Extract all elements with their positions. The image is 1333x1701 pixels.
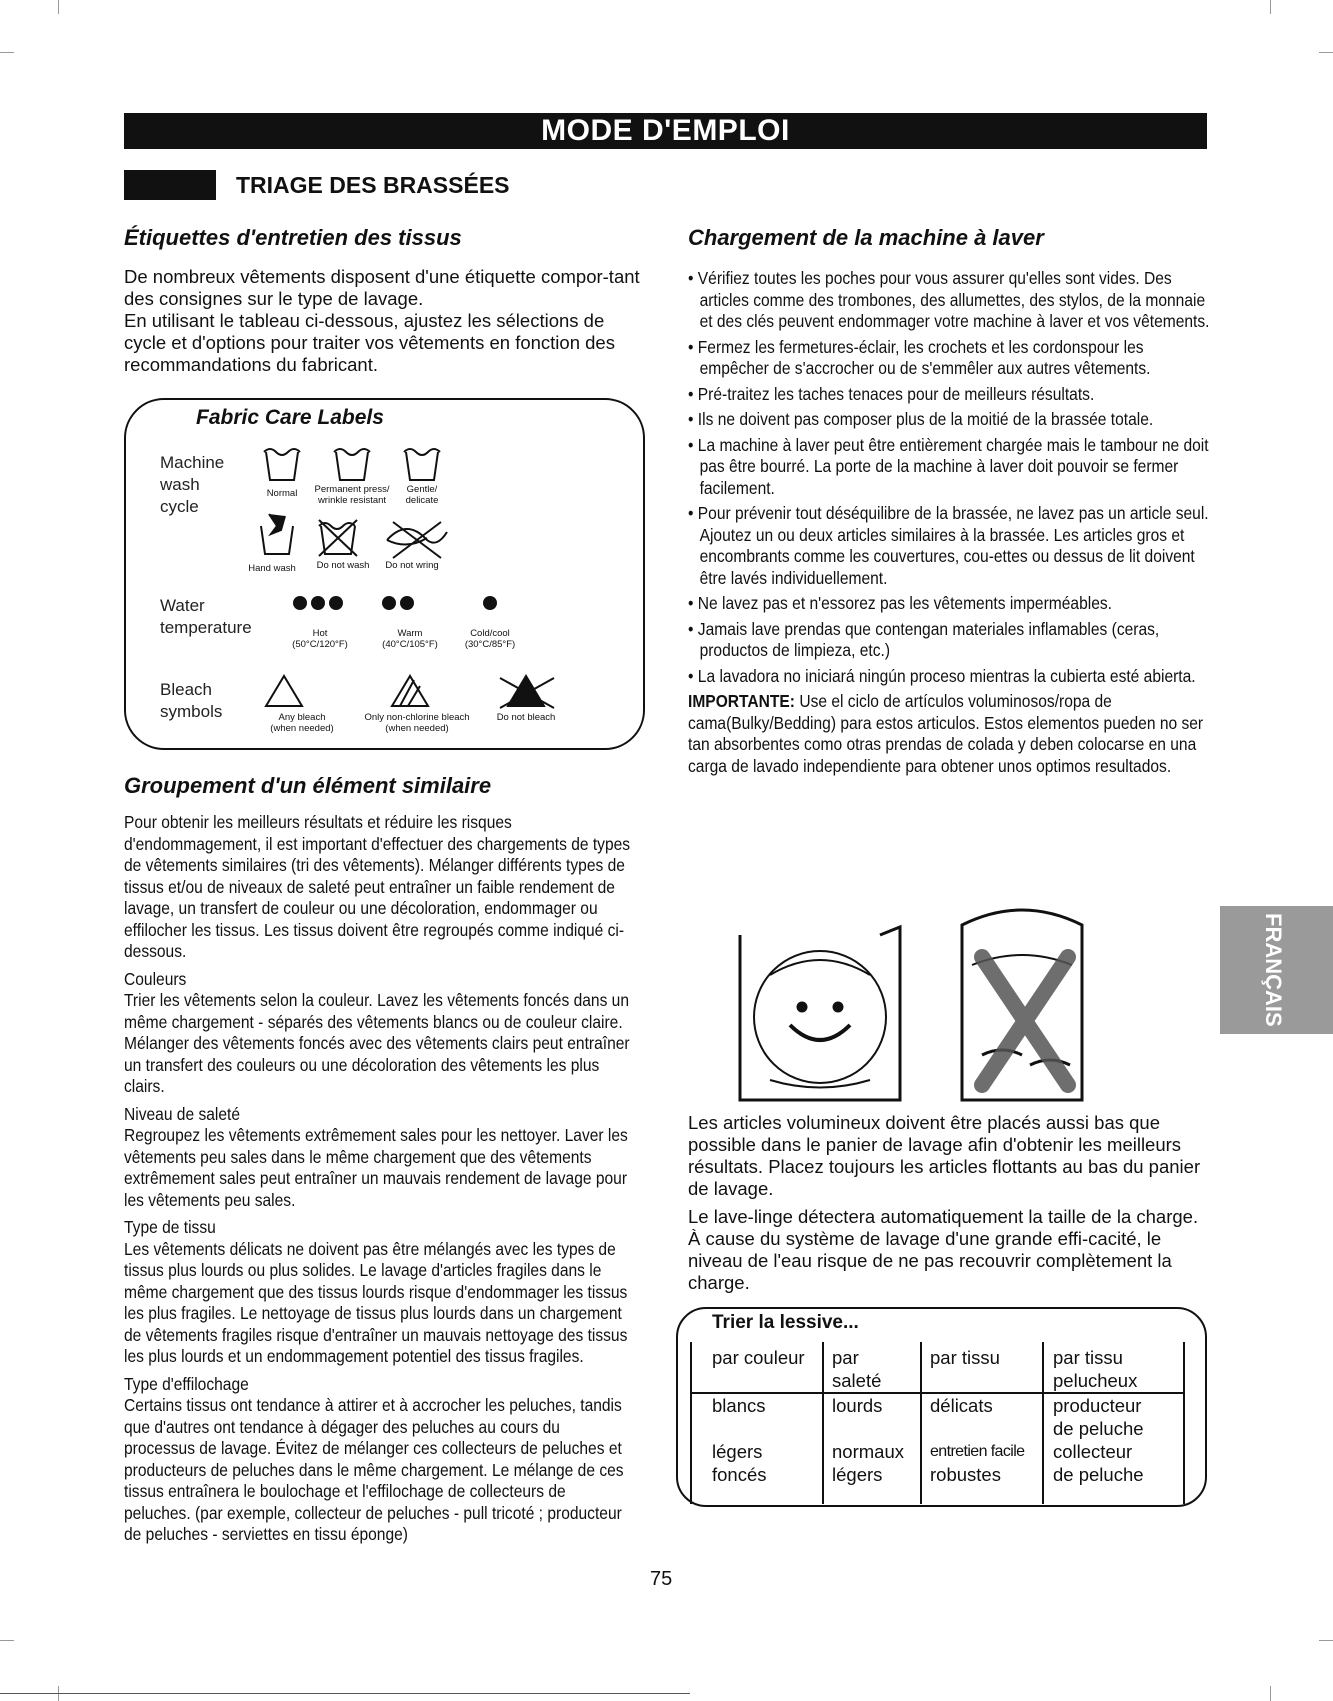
label-gentle: Gentle/ delicate <box>405 484 439 506</box>
label-permanent-press: Permanent press/ wrinkle resistant <box>314 484 390 506</box>
bleach-triangle-icons <box>262 672 562 710</box>
heading-grouping: Groupement d'un élément similaire <box>124 773 492 798</box>
label-hand-wash: Hand wash <box>248 563 296 574</box>
page-banner: MODE D'EMPLOI <box>124 113 1207 149</box>
important-note: IMPORTANTE: Use el ciclo de artículos voluminosos/ropa de cama(Bulky/Bedding) para estos articulos. Estos elementos pueden no ser tan absorbentes como otras prendas de colada y deben colocarse en una carga de lavado independiente para obtener unos optimos resultados. <box>688 691 1204 776</box>
label-do-not-wash: Do not wash <box>316 560 370 571</box>
grouping-text: Pour obtenir les meilleurs résultats et réduire les risques d'endommagement, il est important d'effectuer des chargements de types de vêtements similaires (tri des vêtements). Mélanger différents types de tissus et/ou de niveaux de saleté peut entraîner un faible rendement de lavage, un transfert de couleur ou une décoloration, endommager ou effilocher les tissus. Les tissus doivent être regroupés comme indiqué ci-dessous. Couleurs Trier les vêtements selon la couleur. Lavez les vêtements foncés dans un même chargement - séparés des vêtements blancs ou de couleur claire. Mélanger des vêtements foncés avec des vêtements clairs peut entraîner un transfert des couleurs ou une décoloration des vêtements les plus clairs. Niveau de saleté Regroupez les vêtements extrêmement sales pour les nettoyer. Laver les vêtements peu sales dans le même chargement que des vêtements extrêmement sales peut entraîner un mauvais rendement de lavage pour les vêtements peu sales. Type de tissu Les vêtements délicats ne doivent pas être mélangés avec les types de tissus plus lourds ou plus solides. Le lavage d'articles fragiles dans le même chargement que des tissus lourds risque d'endommager les tissus les plus fragiles. Le nettoyage de tissus plus lourds dans un chargement de vêtements fragiles risque d'entraîner un mauvais nettoyage des tissus les plus lourds et un endommagement potentiel des tissus fragiles. Type d'effilochage Certains tissus ont tendance à attirer et à accrocher les peluches, tandis que d'autres ont tendance à dégager des peluches au cours du processus de lavage. Évitez de mélanger ces collecteurs de peluches et producteurs de peluches dans le même chargement. Le mélange de ces tissus entraînera le boulochage et l'effilochage de collecteurs de peluches. (par exemple, collecteur de peluches - pull tricoté ; producteur de peluches - serviettes en tissu éponge) <box>124 812 631 1544</box>
water-temperature-label: Water temperature <box>160 596 252 637</box>
temp-warm: Warm (40°C/105°F) <box>382 628 438 650</box>
section-title: TRIAGE DES BRASSÉES <box>236 172 510 198</box>
bullet-item: • Ne lavez pas et n'essorez pas les vêtements imperméables. <box>688 593 1210 615</box>
bullet-item: • Vérifiez toutes les poches pour vous assurer qu'elles sont vides. Des articles comme des trombones, des allumettes, des stylos, de la monnaie et des clés peuvent endommager votre machine à laver et vos vêtements. <box>688 268 1210 333</box>
bleach-non-chlorine: Only non-chlorine bleach (when needed) <box>364 712 470 734</box>
temperature-dots <box>290 593 510 613</box>
column-tissu: délicats entretien facile robustes <box>930 1395 1025 1485</box>
washer-load-illustration <box>730 905 1110 1105</box>
bullet-item: • Pour prévenir tout déséquilibre de la brassée, ne lavez pas un article seul. Ajoutez un ou deux articles similaires à la brassée. Les articles gros et encombrants comme les couvertures, cou-ettes ou dessus de lit doivent être lavés individuellement. <box>688 503 1210 589</box>
bullet-item: • Pré-traitez les taches tenaces pour de meilleurs résultats. <box>688 384 1210 406</box>
loading-notes: Les articles volumineux doivent être placés aussi bas que possible dans le panier de lavage afin d'obtenir les meilleurs résultats. Placez toujours les articles flottants au bas du panier de lavage. Le lave-linge détectera automatiquement la taille de la charge. À cause du système de lavage d'une grande effi-cacité, le niveau de l'eau risque de ne pas recouvrir complètement la charge. <box>688 1112 1201 1293</box>
heading-loading: Chargement de la machine à laver <box>688 225 1044 250</box>
bleach-do-not: Do not bleach <box>496 712 556 723</box>
bullet-item: • Jamais lave prendas que contengan materiales inflamables (ceras, productos de limpieza, etc.) <box>688 619 1210 662</box>
bleach-symbols-label: Bleach symbols <box>160 680 223 721</box>
bullet-item: • Ils ne doivent pas composer plus de la moitié de la brassée totale. <box>688 409 1210 431</box>
page-number: 75 <box>650 1568 673 1590</box>
bullet-item: • Fermez les fermetures-éclair, les crochets et les cordonspour les empêcher de s'accrocher ou de s'emmêler aux autres vêtements. <box>688 337 1210 380</box>
intro-text: De nombreux vêtements disposent d'une étiquette compor-tant des consignes sur le type de lavage. En utilisant le tableau ci-dessous, ajustez les sélections de cycle et d'options pour traiter vos vêtements en fonction des recommandations du fabricant. <box>124 266 640 375</box>
column-salete: lourds normaux légers <box>832 1395 904 1485</box>
header-par-tissu: par tissu <box>930 1347 1000 1368</box>
label-do-not-wring: Do not wring <box>385 560 439 571</box>
bullet-item: • La machine à laver peut être entièrement chargée mais le tambour ne doit pas être bourré. La porte de la machine à laver doit pouvoir se fermer facilement. <box>688 435 1210 500</box>
label-normal: Normal <box>266 488 298 499</box>
header-par-couleur: par couleur <box>712 1347 805 1368</box>
sort-laundry-title: Trier la lessive... <box>712 1312 859 1333</box>
column-pelucheux: producteur de peluche collecteur de peluche <box>1053 1395 1144 1485</box>
header-par-salete: par saleté <box>832 1347 882 1391</box>
machine-wash-label: Machine wash cycle <box>160 453 225 516</box>
temp-cold: Cold/cool (30°C/85°F) <box>464 628 516 650</box>
wash-tub-icons <box>262 446 452 486</box>
hand-wash-icons <box>255 510 450 560</box>
temp-hot: Hot (50°C/120°F) <box>292 628 348 650</box>
loading-instructions <box>688 268 1210 777</box>
column-couleur: blancs légers foncés <box>712 1395 767 1485</box>
heading-care-labels: Étiquettes d'entretien des tissus <box>124 225 462 250</box>
header-par-tissu-pelucheux: par tissu pelucheux <box>1053 1347 1138 1391</box>
bleach-any: Any bleach (when needed) <box>270 712 334 734</box>
section-marker <box>124 170 216 200</box>
fabric-care-title: Fabric Care Labels <box>196 406 384 429</box>
bullet-item: • La lavadora no iniciará ningún proceso mientras la cubierta esté abierta. <box>688 666 1210 688</box>
language-tab-label: FRANÇAIS <box>1261 913 1286 1027</box>
